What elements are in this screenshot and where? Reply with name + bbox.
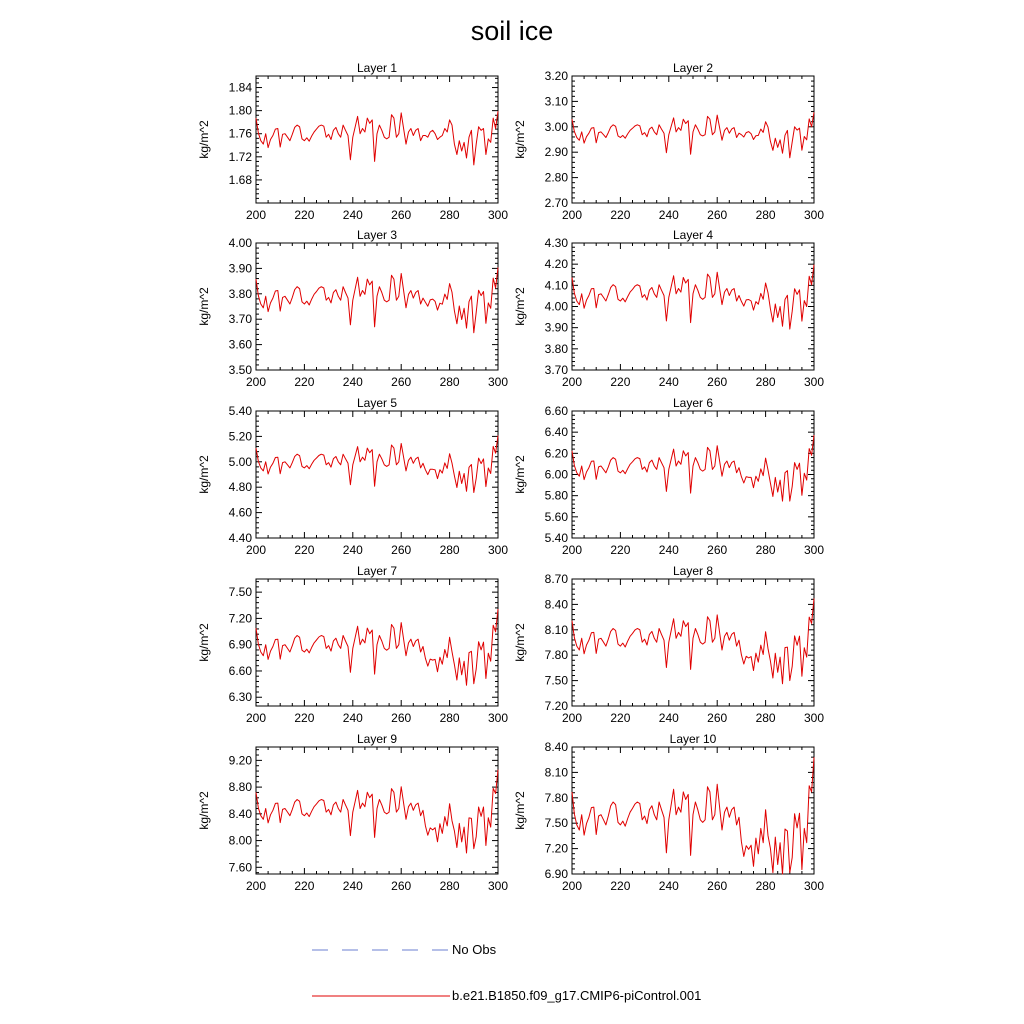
panel-9 — [197, 732, 508, 893]
y-tick-label: 8.80 — [228, 780, 252, 795]
x-tick-label: 220 — [610, 543, 631, 557]
plot-frame — [572, 411, 814, 538]
x-tick-label: 280 — [755, 375, 776, 389]
y-tick-label: 8.10 — [544, 765, 568, 780]
y-tick-label: 1.72 — [228, 149, 252, 164]
series-line — [256, 770, 498, 853]
x-tick-label: 220 — [294, 711, 315, 725]
panel-title: Layer 5 — [356, 396, 398, 410]
x-tick-label: 200 — [245, 711, 267, 725]
y-axis-label: kg/m^2 — [197, 623, 211, 662]
series-line — [256, 111, 498, 165]
y-tick-label: 7.50 — [544, 816, 568, 831]
y-tick-label: 3.90 — [544, 320, 568, 335]
panel-1 — [197, 61, 508, 222]
x-tick-label: 200 — [245, 208, 267, 222]
x-tick-label: 300 — [803, 543, 825, 557]
y-tick-label: 5.60 — [544, 509, 568, 524]
series-line — [572, 757, 814, 874]
x-tick-label: 220 — [294, 208, 315, 222]
series-line — [256, 267, 498, 332]
y-tick-label: 1.76 — [228, 126, 252, 141]
y-tick-label: 6.60 — [544, 404, 568, 418]
legend-obs — [310, 940, 610, 960]
x-tick-label: 280 — [439, 879, 460, 893]
y-tick-label: 3.60 — [228, 337, 252, 352]
x-tick-label: 200 — [245, 543, 267, 557]
x-tick-label: 280 — [439, 208, 460, 222]
x-tick-label: 280 — [439, 375, 460, 389]
series-line — [572, 598, 814, 683]
y-tick-label: 5.20 — [228, 429, 252, 444]
y-tick-label: 6.20 — [544, 446, 568, 461]
panel-5 — [197, 396, 508, 557]
y-tick-label: 3.70 — [544, 363, 568, 377]
y-tick-label: 4.80 — [228, 480, 252, 495]
legend-obs-label: No Obs — [452, 942, 497, 957]
x-tick-label: 240 — [342, 543, 363, 557]
x-tick-label: 200 — [245, 375, 267, 389]
y-tick-label: 3.90 — [228, 261, 252, 276]
x-tick-label: 280 — [755, 711, 776, 725]
y-tick-label: 6.40 — [544, 425, 568, 440]
y-axis-label: kg/m^2 — [197, 120, 211, 159]
x-tick-label: 240 — [342, 711, 363, 725]
x-tick-label: 240 — [658, 208, 679, 222]
y-tick-label: 4.40 — [228, 531, 252, 545]
series-line — [572, 265, 814, 330]
y-axis-label: kg/m^2 — [513, 455, 527, 494]
x-tick-label: 260 — [391, 543, 412, 557]
x-tick-label: 260 — [707, 208, 728, 222]
panel-title: Layer 7 — [356, 564, 398, 578]
x-tick-label: 260 — [707, 543, 728, 557]
figure-title: soil ice — [470, 16, 554, 46]
y-tick-label: 3.80 — [544, 341, 568, 356]
y-axis-label: kg/m^2 — [197, 287, 211, 326]
x-tick-label: 220 — [610, 711, 631, 725]
y-tick-label: 3.00 — [544, 119, 568, 134]
y-tick-label: 4.60 — [228, 505, 252, 520]
plot-frame — [572, 243, 814, 370]
y-tick-label: 3.50 — [228, 363, 252, 377]
x-tick-label: 280 — [439, 711, 460, 725]
plot-frame — [256, 243, 498, 370]
legend-obs-line — [310, 940, 450, 960]
x-tick-label: 220 — [610, 375, 631, 389]
legend-model — [310, 986, 810, 1006]
x-tick-label: 300 — [803, 208, 825, 222]
x-tick-label: 300 — [487, 208, 509, 222]
y-tick-label: 6.60 — [228, 663, 252, 678]
x-tick-label: 260 — [391, 879, 412, 893]
x-tick-label: 220 — [610, 879, 631, 893]
y-tick-label: 8.40 — [544, 740, 568, 754]
legend-model-label: b.e21.B1850.f09_g17.CMIP6-piControl.001 — [452, 988, 702, 1003]
y-tick-label: 7.50 — [228, 585, 252, 600]
y-tick-label: 8.70 — [544, 572, 568, 586]
y-tick-label: 8.10 — [544, 622, 568, 637]
x-tick-label: 240 — [342, 375, 363, 389]
x-tick-label: 280 — [755, 208, 776, 222]
panel-title: Layer 1 — [356, 61, 398, 75]
y-tick-label: 3.10 — [544, 94, 568, 109]
x-tick-label: 280 — [755, 543, 776, 557]
y-tick-label: 1.80 — [228, 103, 252, 118]
x-tick-label: 240 — [658, 543, 679, 557]
x-tick-label: 220 — [610, 208, 631, 222]
panel-6 — [513, 396, 824, 557]
x-tick-label: 300 — [803, 375, 825, 389]
x-tick-label: 240 — [342, 208, 363, 222]
y-tick-label: 7.80 — [544, 790, 568, 805]
panel-title: Layer 3 — [356, 228, 398, 242]
x-tick-label: 240 — [658, 711, 679, 725]
series-line — [572, 435, 814, 501]
plot-frame — [256, 76, 498, 203]
y-tick-label: 2.90 — [544, 145, 568, 160]
y-tick-label: 8.40 — [228, 806, 252, 821]
y-tick-label: 7.60 — [228, 860, 252, 875]
x-tick-label: 240 — [658, 879, 679, 893]
y-tick-label: 4.00 — [228, 236, 252, 250]
y-axis-label: kg/m^2 — [197, 455, 211, 494]
x-tick-label: 220 — [294, 375, 315, 389]
plot-frame — [572, 76, 814, 203]
y-tick-label: 7.20 — [544, 841, 568, 856]
y-tick-label: 9.20 — [228, 753, 252, 768]
x-tick-label: 300 — [487, 711, 509, 725]
y-axis-label: kg/m^2 — [513, 623, 527, 662]
y-tick-label: 6.90 — [228, 637, 252, 652]
x-tick-label: 280 — [755, 879, 776, 893]
x-tick-label: 200 — [561, 711, 583, 725]
y-tick-label: 2.80 — [544, 170, 568, 185]
plot-frame — [256, 579, 498, 706]
y-tick-label: 5.40 — [228, 404, 252, 418]
x-tick-label: 220 — [294, 879, 315, 893]
x-tick-label: 260 — [391, 208, 412, 222]
panel-title: Layer 8 — [672, 564, 714, 578]
y-tick-label: 5.00 — [228, 454, 252, 469]
y-tick-label: 7.80 — [544, 648, 568, 663]
y-axis-label: kg/m^2 — [513, 791, 527, 830]
x-tick-label: 300 — [803, 879, 825, 893]
x-tick-label: 300 — [487, 879, 509, 893]
panel-3 — [197, 228, 508, 389]
x-tick-label: 200 — [561, 375, 583, 389]
y-tick-label: 4.20 — [544, 257, 568, 272]
panel-title: Layer 9 — [356, 732, 398, 746]
panel-7 — [197, 564, 508, 725]
series-line — [572, 112, 814, 158]
panel-title: Layer 4 — [672, 228, 714, 242]
x-tick-label: 300 — [487, 375, 509, 389]
x-tick-label: 280 — [439, 543, 460, 557]
x-tick-label: 260 — [391, 375, 412, 389]
panel-10 — [513, 732, 824, 893]
x-tick-label: 260 — [707, 375, 728, 389]
y-tick-label: 3.70 — [228, 312, 252, 327]
y-tick-label: 7.50 — [544, 673, 568, 688]
x-tick-label: 300 — [487, 543, 509, 557]
x-tick-label: 240 — [658, 375, 679, 389]
y-axis-label: kg/m^2 — [197, 791, 211, 830]
x-tick-label: 220 — [294, 543, 315, 557]
y-tick-label: 1.68 — [228, 172, 252, 187]
series-line — [256, 609, 498, 685]
panel-4 — [513, 228, 824, 389]
y-tick-label: 4.00 — [544, 299, 568, 314]
y-tick-label: 4.10 — [544, 278, 568, 293]
y-tick-label: 5.40 — [544, 531, 568, 545]
y-axis-label: kg/m^2 — [513, 120, 527, 159]
y-tick-label: 8.40 — [544, 597, 568, 612]
y-tick-label: 3.20 — [544, 69, 568, 83]
x-tick-label: 260 — [707, 711, 728, 725]
panel-title: Layer 10 — [669, 732, 717, 746]
plot-frame — [256, 411, 498, 538]
plot-frame — [572, 747, 814, 874]
y-tick-label: 6.90 — [544, 867, 568, 881]
x-tick-label: 200 — [561, 543, 583, 557]
series-line — [256, 436, 498, 493]
y-tick-label: 7.20 — [228, 611, 252, 626]
y-tick-label: 4.30 — [544, 236, 568, 250]
x-tick-label: 240 — [342, 879, 363, 893]
y-tick-label: 5.80 — [544, 488, 568, 503]
y-tick-label: 3.80 — [228, 286, 252, 301]
y-tick-label: 7.20 — [544, 699, 568, 713]
x-tick-label: 260 — [707, 879, 728, 893]
x-tick-label: 260 — [391, 711, 412, 725]
y-axis-label: kg/m^2 — [513, 287, 527, 326]
legend-model-line — [310, 986, 452, 1006]
panel-title: Layer 2 — [672, 61, 714, 75]
y-tick-label: 8.00 — [228, 833, 252, 848]
panel-2 — [513, 61, 824, 222]
x-tick-label: 300 — [803, 711, 825, 725]
panel-title: Layer 6 — [672, 396, 714, 410]
y-tick-label: 1.84 — [228, 80, 252, 95]
panel-8 — [513, 564, 824, 725]
x-tick-label: 200 — [561, 208, 583, 222]
y-tick-label: 2.70 — [544, 196, 568, 210]
y-tick-label: 6.00 — [544, 467, 568, 482]
x-tick-label: 200 — [561, 879, 583, 893]
x-tick-label: 200 — [245, 879, 267, 893]
y-tick-label: 6.30 — [228, 690, 252, 705]
